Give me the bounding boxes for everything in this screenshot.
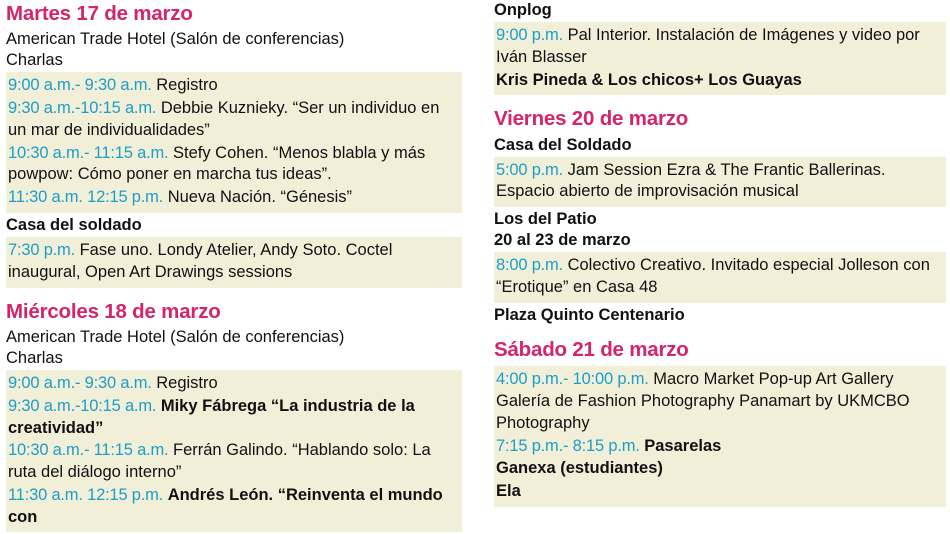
entry-description: Fase uno. Londy Atelier, Andy Soto. Coctel inaugural, Open Art Drawings sessions <box>8 241 393 281</box>
venue-name-secondary: Casa del soldado <box>6 216 142 234</box>
entry-description: Kris Pineda & Los chicos+ Los Guayas <box>496 70 802 89</box>
schedule-group <box>494 366 946 507</box>
day-title: Viernes 20 de marzo <box>494 107 689 131</box>
section-label: Charlas <box>6 51 63 70</box>
entry-time: 10:30 a.m.- 11:15 a.m. <box>8 143 169 162</box>
entry-time: 7:15 p.m.- 8:15 p.m. <box>496 436 640 455</box>
schedule-entry <box>8 75 460 97</box>
schedule-entry <box>8 240 460 284</box>
day-title: Miércoles 18 de marzo <box>6 299 221 323</box>
entry-description: Registro <box>156 374 218 393</box>
entry-description: Pal Interior. Instalación de Imágenes y video por Iván Blasser <box>496 26 920 66</box>
left-column <box>0 0 470 534</box>
schedule-entry <box>8 373 460 395</box>
entry-description: Ferrán Galindo. “Hablando solo: La ruta del diálogo interno” <box>8 441 431 482</box>
schedule-group <box>6 370 462 532</box>
schedule-group <box>6 237 462 288</box>
day-block-viernes-20 <box>494 105 946 326</box>
entry-time: 10:30 a.m.- 11:15 a.m. <box>8 441 169 460</box>
venue-name: American Trade Hotel (Salón de conferencias) <box>6 327 345 346</box>
schedule-entry <box>8 396 460 440</box>
entry-time: 7:30 p.m. <box>8 241 75 260</box>
day-title: Martes 17 de marzo <box>6 2 193 25</box>
entry-time: 11:30 a.m. 12:15 p.m. <box>8 188 164 207</box>
entry-description: Ganexa (estudiantes) <box>496 459 663 478</box>
venue-name-secondary: Los del Patio <box>494 210 597 229</box>
entry-time: 9:30 a.m.-10:15 a.m. <box>8 396 157 415</box>
entry-time: 4:00 p.m.- 10:00 p.m. <box>496 370 649 389</box>
entry-description: Pasarelas <box>644 436 722 455</box>
schedule-entry <box>496 481 944 503</box>
day-block-martes-17 <box>6 0 462 288</box>
entry-description: Miky Fábrega “La industria de la creatividad” <box>8 396 415 437</box>
entry-description: Andrés León. “Reinventa el mundo con <box>8 485 443 526</box>
schedule-entry <box>496 369 944 434</box>
schedule-entry <box>496 160 944 204</box>
entry-description: Registro <box>156 76 218 95</box>
entry-description: Nueva Nación. “Génesis” <box>167 188 353 207</box>
entry-time: 9:00 p.m. <box>496 26 563 45</box>
entry-description: Ela <box>496 482 521 501</box>
schedule-entry <box>8 143 460 187</box>
venue-name: Onplog <box>494 1 552 19</box>
schedule-group <box>6 72 462 213</box>
entry-description: Colectivo Creativo. Invitado especial Jolleson con “Erotique” en Casa 48 <box>496 256 930 297</box>
section-label: Charlas <box>6 348 63 367</box>
entry-time: 9:30 a.m.-10:15 a.m. <box>8 99 157 118</box>
day-block-miercoles-18 <box>6 298 462 533</box>
column-gutter <box>470 0 492 534</box>
continuation-block-onplog <box>494 0 946 95</box>
entry-time: 8:00 p.m. <box>496 256 563 275</box>
schedule-entry <box>8 440 460 484</box>
schedule-entry <box>8 485 460 529</box>
schedule-group <box>494 252 946 303</box>
schedule-entry <box>496 70 944 92</box>
entry-time: 11:30 a.m. 12:15 p.m. <box>8 485 164 504</box>
entry-time: 5:00 p.m. <box>496 160 563 179</box>
schedule-entry <box>496 458 944 480</box>
venue-date-note: 20 al 23 de marzo <box>494 231 631 250</box>
schedule-group <box>494 157 946 208</box>
venue-name-tertiary: Plaza Quinto Centenario <box>494 305 685 324</box>
venue-name: American Trade Hotel (Salón de conferencias) <box>6 30 345 49</box>
schedule-entry <box>8 187 460 209</box>
schedule-entry <box>496 25 944 69</box>
schedule-entry <box>496 436 944 458</box>
schedule-group <box>494 22 946 95</box>
entry-time: 9:00 a.m.- 9:30 a.m. <box>8 374 152 393</box>
day-block-sabado-21 <box>494 336 946 507</box>
entry-description: Stefy Cohen. “Menos blabla y más powpow: Cómo poner en marcha tus ideas”. <box>8 143 426 184</box>
entry-description: Debbie Kuznieky. “Ser un individuo en un mar de individualidades” <box>8 99 440 139</box>
schedule-entry <box>496 255 944 299</box>
venue-name: Casa del Soldado <box>494 135 632 154</box>
right-column <box>492 0 950 534</box>
entry-description: Macro Market Pop-up Art Gallery Galería de Fashion Photography Panamart by UKMCBO Photography <box>496 370 910 432</box>
day-title: Sábado 21 de marzo <box>494 338 689 362</box>
schedule-entry <box>8 98 460 142</box>
entry-time: 9:00 a.m.- 9:30 a.m. <box>8 76 152 95</box>
entry-description: Jam Session Ezra & The Frantic Ballerinas. Espacio abierto de improvisación musical <box>496 160 886 201</box>
